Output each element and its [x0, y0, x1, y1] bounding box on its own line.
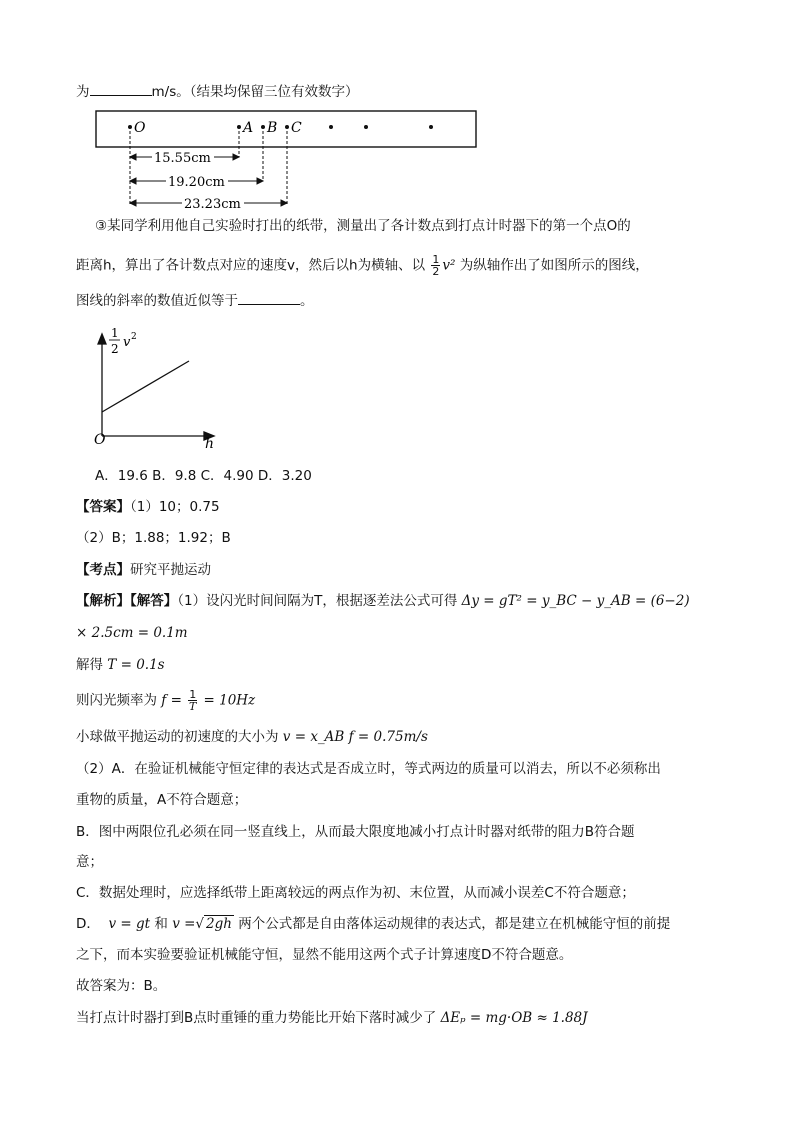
q3-line3: [76, 290, 314, 311]
math: = 10Hz: [203, 692, 256, 709]
jiexi-line14: [76, 1008, 588, 1028]
answer-line2: （2）B；1.88；1.92；B: [76, 530, 231, 546]
jiexi-line10: C．数据处理时，应选择纸带上距离较远的两点作为初、末位置，从而减小误差C不符合题意；: [76, 885, 635, 901]
text: 。: [300, 293, 314, 309]
unit-text: m/s。: [151, 84, 190, 100]
y-frac-num: 1: [111, 326, 119, 340]
jiexi-line9: 意；: [76, 854, 103, 870]
origin-label: O: [94, 432, 106, 448]
distance-oa: 15.55cm: [154, 151, 211, 166]
jiexi-line12: 之下，而本实验要验证机械能守恒，显然不能用这两个式子计算速度D不符合题意。: [76, 947, 573, 963]
jiexi-line1: [76, 591, 690, 611]
y-sup: 2: [131, 332, 137, 342]
v2-h-graph: [88, 320, 228, 450]
frac-den: 2: [432, 265, 440, 278]
text: （1）设闪光时间间隔为T，根据逐差法公式可得: [177, 593, 458, 609]
frac-num: 1: [432, 253, 440, 266]
text: D．: [76, 916, 100, 932]
text: 图线的斜率的数值近似等于: [76, 293, 238, 309]
math: v²: [442, 257, 456, 274]
jiexi-tag: 【解析】: [76, 593, 130, 609]
options: A．19.6 B．9.8 C．4.90 D．3.20: [95, 468, 312, 484]
text: 研究平抛运动: [130, 562, 211, 578]
text: 为: [76, 84, 90, 100]
tape-dot: [329, 125, 333, 129]
tape-dot-b: [261, 125, 265, 129]
graph-line: [102, 361, 189, 412]
jiexi-line11: [76, 914, 670, 934]
tape-dot-o: [128, 125, 132, 129]
math: v = x_AB f = 0.75m/s: [282, 729, 428, 745]
text: 两个公式都是自由落体运动规律的表达式，都是建立在机械能守恒的前提: [238, 916, 671, 932]
text: 和: [154, 916, 168, 932]
text: 当打点计时器打到B点时重锤的重力势能比开始下落时减少了: [76, 1010, 437, 1026]
answer-tag: 【答案】: [76, 499, 130, 515]
y-var: v: [123, 335, 131, 350]
y-frac-den: 2: [111, 342, 119, 356]
q3-line2: [76, 254, 649, 277]
q3-line1: ③某同学利用他自己实验时打出的纸带，测量出了各计数点到打点计时器下的第一个点O的: [95, 218, 631, 234]
point-label-b: B: [267, 120, 278, 136]
math: 2gh: [206, 916, 232, 932]
tape-dot-a: [237, 125, 241, 129]
kaodian-tag: 【考点】: [76, 562, 130, 578]
jiexi-line2: [76, 623, 188, 643]
text: （1）10；0.75: [130, 499, 220, 515]
point-label-o: O: [134, 120, 146, 136]
tape-dot: [364, 125, 368, 129]
math: Δy = gT² = y_BC − y_AB = (6−2): [461, 593, 690, 609]
tape-dot-c: [285, 125, 289, 129]
fraction: [431, 254, 440, 277]
answer-line1: [76, 497, 220, 517]
math: f =: [161, 692, 182, 709]
jiexi-line6: （2）A．在验证机械能守恒定律的表达式是否成立时，等式两边的质量可以消去，所以不必须称出: [76, 761, 661, 777]
math: × 2.5cm = 0.1m: [76, 625, 188, 641]
question-line-top: [76, 81, 358, 102]
tape-diagram: [90, 105, 490, 210]
kaodian-line: [76, 560, 211, 580]
text: 解得: [76, 657, 103, 673]
answer-blank: [238, 290, 300, 305]
point-label-a: A: [243, 120, 254, 136]
jiexi-line3: [76, 655, 165, 675]
jiexi-line8: B．图中两限位孔必须在同一竖直线上，从而最大限度地减小打点计时器对纸带的阻力B符合题: [76, 824, 635, 840]
jiexi-line4: [76, 689, 255, 712]
distance-ob: 19.20cm: [168, 175, 225, 190]
math: ΔEₚ = mg·OB ≈ 1.88J: [440, 1010, 588, 1026]
fraction: [188, 689, 197, 712]
answer-blank: [90, 81, 152, 96]
sqrt-icon: √: [195, 916, 205, 932]
frac-den: T: [189, 700, 197, 713]
tape-dot: [429, 125, 433, 129]
frac-num: 1: [189, 688, 197, 701]
text: 距离h，算出了各计数点对应的速度v，然后以h为横轴、以: [76, 257, 426, 274]
jiexi-line5: [76, 727, 428, 747]
x-axis-label: h: [205, 436, 215, 450]
note-text: （结果均保留三位有效数字）: [189, 84, 359, 100]
jiexi-line7: 重物的质量，A不符合题意；: [76, 792, 248, 808]
jiexi-line13: 故答案为：B。: [76, 978, 167, 994]
math: T = 0.1s: [107, 657, 165, 673]
math: v =: [172, 916, 196, 932]
distance-oc: 23.23cm: [184, 197, 241, 210]
text: 小球做平抛运动的初速度的大小为: [76, 729, 279, 745]
jiexi-tag2: 【解答】: [130, 593, 178, 609]
text: 为纵轴作出了如图所示的图线，: [459, 257, 649, 274]
text: 则闪光频率为: [76, 692, 157, 709]
math: v = gt: [108, 916, 151, 932]
point-label-c: C: [291, 120, 302, 136]
